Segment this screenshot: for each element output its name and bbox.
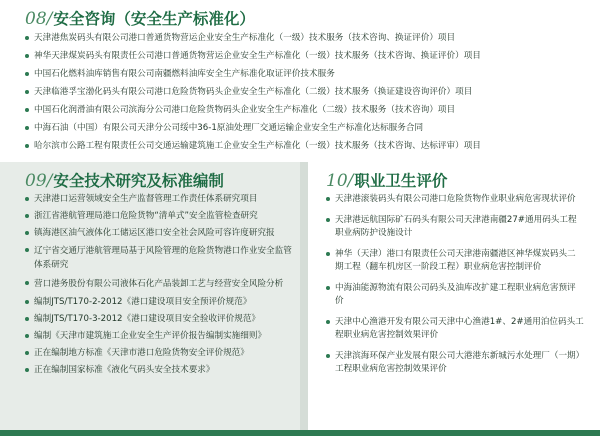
section-08-title: 安全咨询（安全生产标准化） <box>53 10 255 28</box>
bullet-icon <box>25 300 29 304</box>
bullet-icon <box>25 317 29 321</box>
bullet-icon <box>25 72 29 76</box>
bullet-icon <box>25 36 29 40</box>
list-item: 神华天津煤炭码头有限责任公司港口普通货物营运企业安全生产标准化（一级）技术服务（技术咨询、换证评价）项目 <box>25 50 595 68</box>
list-item: 正在编制国家标准《液化气码头安全技术要求》 <box>25 364 295 376</box>
list-item: 辽宁省交通厅港航管理局基于风险管理的危险货物港口作业安全监管体系研究 <box>25 244 295 272</box>
list-item: 镇海港区油气液体化工储运区港口安全社会风险可容许度研究报 <box>25 227 295 239</box>
list-item: 编制JTS/T170-3-2012《港口建设项目安全验收评价规范》 <box>25 313 295 325</box>
bullet-icon <box>25 90 29 94</box>
list-item: 神华（天津）港口有限责任公司天津港南疆港区神华煤炭码头二期工程（翻车机房区一阶段工程）职业病危害控制评价 <box>326 248 584 275</box>
list-item: 编制《天津市建筑施工企业安全生产评价报告编制实施细则》 <box>25 330 295 342</box>
list-item: 天津港远航国际矿石码头有限公司天津港南疆27#通用码头工程职业病防护设施设计 <box>326 214 584 241</box>
bullet-icon <box>326 320 330 324</box>
section-09-title: 安全技术研究及标准编制 <box>53 172 224 190</box>
bullet-icon <box>25 126 29 130</box>
section-10-number: 10 <box>326 171 348 191</box>
bullet-icon <box>25 214 29 218</box>
heading-slash: / <box>46 171 53 191</box>
section-09-number: 09 <box>25 171 47 191</box>
bullet-icon <box>25 368 29 372</box>
heading-slash: / <box>347 171 354 191</box>
list-item: 天津港口运营领域安全生产监督管理工作责任体系研究项目 <box>25 193 295 205</box>
list-item: 中国石化燃料油库销售有限公司南疆燃料油库安全生产标准化取证评价技术服务 <box>25 68 595 86</box>
list-item: 天津中心渔港开发有限公司天津中心渔港1#、2#通用泊位码头工程职业病危害控制效果评价 <box>326 316 584 343</box>
list-item: 正在编制地方标准《天津市港口危险货物安全评价规范》 <box>25 347 295 359</box>
bullet-icon <box>25 54 29 58</box>
bullet-icon <box>25 248 29 252</box>
section-10-list <box>326 193 584 384</box>
bullet-icon <box>25 197 29 201</box>
bullet-icon <box>25 108 29 112</box>
bullet-icon <box>326 286 330 290</box>
list-item: 天津港焦炭码头有限公司港口普通货物营运企业安全生产标准化（一级）技术服务（技术咨询、换证评价）项目 <box>25 32 595 50</box>
section-08-list <box>25 32 595 158</box>
list-item: 天津临港孚宝渤化码头有限公司港口危险货物码头企业安全生产标准化（二级）技术服务（换证建设咨询评价）项目 <box>25 86 595 104</box>
section-09-heading <box>25 169 224 191</box>
list-item: 浙江省港航管理局港口危险货物“清单式”安全监管检查研究 <box>25 210 295 222</box>
bullet-icon <box>25 351 29 355</box>
bullet-icon <box>326 252 330 256</box>
bullet-icon <box>326 218 330 222</box>
section-08-heading <box>25 7 255 29</box>
bullet-icon <box>25 144 29 148</box>
list-item: 天津港滚装码头有限公司港口危险货物作业职业病危害现状评价 <box>326 193 584 207</box>
bullet-icon <box>25 281 29 285</box>
bullet-icon <box>326 197 330 201</box>
section-10-heading <box>326 169 447 191</box>
list-item: 编制JTS/T170-2-2012《港口建设项目安全预评价规范》 <box>25 296 295 308</box>
section-10-title: 职业卫生评价 <box>354 172 448 190</box>
list-item: 天津滨海环保产业发展有限公司大港港东新城污水处理厂（一期）工程职业病危害控制效果评价 <box>326 350 584 377</box>
list-item: 中国石化润滑油有限公司滨海分公司港口危险货物码头企业安全生产标准化（二级）技术服务（技术咨询）项目 <box>25 104 595 122</box>
bullet-icon <box>25 334 29 338</box>
list-item: 哈尔滨市公路工程有限责任公司交通运输建筑施工企业安全生产标准化（一级）技术服务（技术咨询、达标评审）项目 <box>25 140 595 158</box>
heading-slash: / <box>46 9 53 29</box>
list-item: 营口港务股份有限公司液体石化产品装卸工艺与经营安全风险分析 <box>25 277 295 291</box>
list-item: 中海石油（中国）有限公司天津分公司绥中36-1原油处理厂交通运输企业安全生产标准化达标服务合同 <box>25 122 595 140</box>
bullet-icon <box>25 231 29 235</box>
bullet-icon <box>326 354 330 358</box>
bottom-rule <box>0 430 600 436</box>
list-item: 中海油能源物流有限公司码头及油库改扩建工程职业病危害预评价 <box>326 282 584 309</box>
section-09-list <box>25 193 295 381</box>
section-08-number: 08 <box>25 9 47 29</box>
